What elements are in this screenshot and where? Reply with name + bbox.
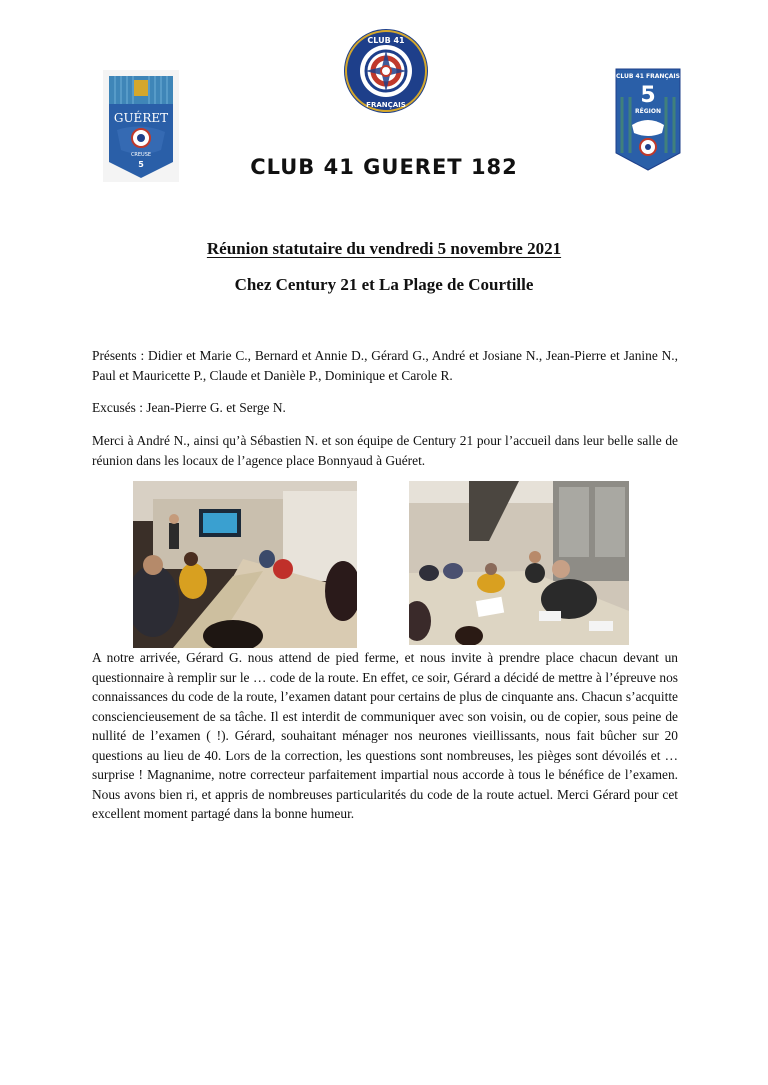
right-banner-top: CLUB 41 FRANÇAIS (616, 73, 680, 80)
merci-paragraph: Merci à André N., ainsi qu’à Sébastien N. et son équipe de Century 21 pour l’accueil dans leur belle salle de réunion dans les locaux de l’agence place Bonnyaud à Guéret. (92, 433, 678, 468)
meeting-room-photo-left (133, 481, 357, 648)
logo-top-text: CLUB 41 (367, 36, 405, 45)
left-banner-text: GUÉRET (113, 111, 169, 125)
club-title: CLUB 41 GUERET 182 (250, 155, 518, 179)
left-banner-sub: CREUSE (130, 152, 152, 158)
right-banner-label: RÉGION (635, 108, 661, 115)
presents-paragraph: Présents : Didier et Marie C., Bernard et Annie D., Gérard G., André et Josiane N., Jean-Pierre et Janine N., Paul et Mauricette P., Claude et Danièle P., Dominique et Carole R. (92, 348, 678, 383)
meeting-title (0, 239, 768, 259)
recit-paragraph: A notre arrivée, Gérard G. nous attend de pied ferme, et nous invite à prendre place chacun devant un questionnaire à remplir sur le … code de la route. En effet, ce soir, Gérard a décidé de mettre à l’épreuve nos connaissances du code de la route, l’examen datant pour certains de plus de cinquante ans. Chacun s’acquitte consciencieusement de sa tâche. Il est interdit de communiquer avec son voisin, ou de copier, sous peine de nullité de l’examen ( !). Gérard, souhaitant ménager nos neurones vieillissants, nous fait bûcher sur 20 questions au lieu de 40. Lors de la correction, les questions sont nombreuses, les pièges sont dévoilés et … surprise ! Magnanime, notre correcteur parfaitement impartial nous accorde à tous le bénéfice de l’examen. Nous avons bien ri, et appris de nombreuses particularités du code de la route actuel. Merci Gérard pour cet excellent moment partagé dans la bonne humeur. (92, 650, 678, 821)
meeting-title-text: Réunion statutaire du vendredi 5 novembre 2021 (206, 239, 562, 258)
left-banner-number: 5 (138, 160, 144, 169)
excuses-paragraph: Excusés : Jean-Pierre G. et Serge N. (92, 400, 286, 415)
logo-bottom-text: FRANÇAIS (366, 101, 406, 109)
meeting-subtitle: Chez Century 21 et La Plage de Courtille (234, 275, 534, 294)
meeting-room-photo-right (409, 481, 629, 645)
club41-francais-logo (343, 28, 429, 114)
right-banner-number: 5 (640, 83, 656, 108)
